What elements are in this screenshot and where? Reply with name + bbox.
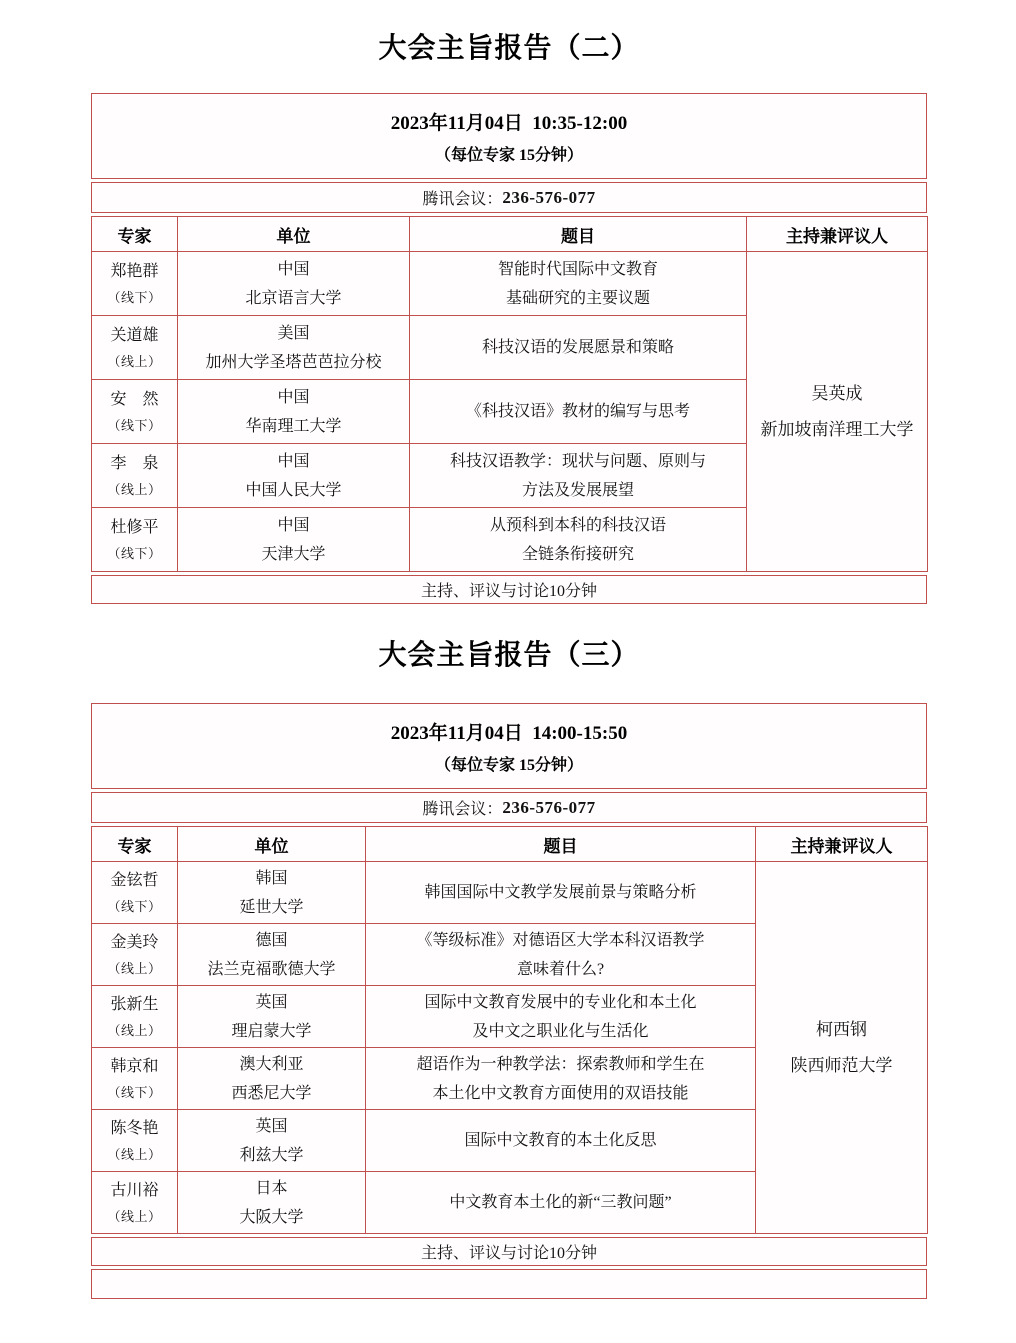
organization-line: 美国 <box>277 324 310 342</box>
organization-cell <box>178 924 366 986</box>
topic-cell <box>410 444 747 508</box>
column-header-organization: 单位 <box>178 217 410 252</box>
session-footer-note: 主持、评议与讨论10分钟 <box>91 575 927 604</box>
session-duration: （每位专家 15分钟） <box>434 146 583 164</box>
organization-cell <box>178 986 366 1048</box>
column-header-moderator: 主持兼评议人 <box>747 217 928 252</box>
organization-line: 中国 <box>277 452 310 470</box>
table-header-row <box>92 827 928 862</box>
expert-name: 金美玲 <box>110 934 159 951</box>
expert-mode: （线上） <box>107 482 162 497</box>
topic-line: 国际中文教育发展中的专业化和本土化 <box>424 993 697 1011</box>
organization-line: 天津大学 <box>261 545 326 563</box>
organization-cell <box>178 1048 366 1110</box>
table-header-row <box>92 217 928 252</box>
topic-cell <box>366 1172 756 1234</box>
topic-cell <box>366 986 756 1048</box>
organization-line: 法兰克福歌德大学 <box>207 960 336 978</box>
session-datetime-box <box>91 93 927 179</box>
organization-line: 北京语言大学 <box>245 289 342 307</box>
topic-line: 科技汉语教学：现状与问题、原则与 <box>449 452 706 470</box>
topic-line: 《科技汉语》教材的编写与思考 <box>465 403 690 420</box>
topic-line: 超语作为一种教学法：探索教师和学生在 <box>416 1055 705 1073</box>
session-section-3 <box>91 637 927 1299</box>
meeting-id-box <box>91 182 927 213</box>
organization-cell <box>178 1172 366 1234</box>
topic-cell <box>366 862 756 924</box>
topic-line: 方法及发展展望 <box>521 481 634 499</box>
organization-line: 理启蒙大学 <box>231 1022 312 1040</box>
organization-line: 中国人民大学 <box>245 481 342 499</box>
table-row <box>92 252 928 316</box>
expert-name: 陈冬艳 <box>110 1120 159 1137</box>
topic-line: 从预科到本科的科技汉语 <box>489 516 666 534</box>
expert-mode: （线上） <box>107 1209 162 1224</box>
topic-cell <box>410 252 747 316</box>
expert-cell <box>92 252 178 316</box>
moderator-line: 新加坡南洋理工大学 <box>760 419 914 439</box>
expert-mode: （线下） <box>107 546 162 561</box>
topic-line: 本土化中文教育方面使用的双语技能 <box>432 1084 689 1102</box>
moderator-line: 吴英成 <box>811 383 863 403</box>
expert-cell <box>92 1110 178 1172</box>
meeting-label: 腾讯会议： <box>422 191 503 208</box>
session-footer-note: 主持、评议与讨论10分钟 <box>91 1237 927 1266</box>
organization-cell <box>178 508 410 572</box>
session-table <box>91 216 928 572</box>
session-table <box>91 826 928 1234</box>
organization-line: 西悉尼大学 <box>231 1084 312 1102</box>
topic-cell <box>410 380 747 444</box>
column-header-moderator: 主持兼评议人 <box>756 827 928 862</box>
expert-cell <box>92 862 178 924</box>
organization-line: 华南理工大学 <box>245 417 342 435</box>
topic-line: 科技汉语的发展愿景和策略 <box>481 339 674 356</box>
expert-mode: （线上） <box>107 961 162 976</box>
table-row <box>92 862 928 924</box>
expert-name: 杜修平 <box>110 519 159 536</box>
topic-line: 国际中文教育的本土化反思 <box>464 1132 657 1149</box>
session-date: 2023年11月04日 10:35-12:00 <box>390 112 628 134</box>
empty-row-box <box>91 1269 927 1299</box>
expert-cell <box>92 1172 178 1234</box>
expert-mode: （线上） <box>107 1147 162 1162</box>
moderator-cell <box>747 252 928 572</box>
topic-line: 韩国国际中文教学发展前景与策略分析 <box>424 884 697 901</box>
expert-cell <box>92 1048 178 1110</box>
column-header-topic: 题目 <box>366 827 756 862</box>
expert-name: 金铉哲 <box>110 872 159 889</box>
organization-line: 延世大学 <box>239 898 304 916</box>
column-header-expert: 专家 <box>92 217 178 252</box>
session-date: 2023年11月04日 14:00-15:50 <box>390 722 628 744</box>
expert-name: 关道雄 <box>110 327 159 344</box>
expert-cell <box>92 444 178 508</box>
expert-name: 郑艳群 <box>110 263 159 280</box>
expert-name: 张新生 <box>110 996 159 1013</box>
organization-line: 大阪大学 <box>239 1208 304 1226</box>
expert-mode: （线上） <box>107 354 162 369</box>
topic-line: 智能时代国际中文教育 <box>497 260 658 278</box>
organization-line: 韩国 <box>255 869 288 887</box>
session-section-2 <box>91 30 927 604</box>
expert-mode: （线下） <box>107 899 162 914</box>
topic-line: 全链条衔接研究 <box>521 545 634 563</box>
expert-name: 安 然 <box>110 391 159 408</box>
expert-cell <box>92 380 178 444</box>
column-header-expert: 专家 <box>92 827 178 862</box>
topic-cell <box>410 316 747 380</box>
organization-cell <box>178 1110 366 1172</box>
expert-cell <box>92 986 178 1048</box>
organization-line: 利兹大学 <box>239 1146 304 1164</box>
organization-line: 澳大利亚 <box>239 1055 304 1073</box>
session-title: 大会主旨报告（二） <box>378 31 640 64</box>
expert-name: 韩京和 <box>110 1058 159 1075</box>
organization-line: 中国 <box>277 388 310 406</box>
meeting-id: 236-576-077 <box>502 797 596 817</box>
expert-cell <box>92 508 178 572</box>
expert-name: 古川裕 <box>110 1182 159 1199</box>
expert-name: 李 泉 <box>110 455 159 472</box>
meeting-id-box <box>91 792 927 823</box>
organization-cell <box>178 862 366 924</box>
topic-line: 基础研究的主要议题 <box>505 289 650 307</box>
organization-cell <box>178 444 410 508</box>
expert-mode: （线下） <box>107 290 162 305</box>
organization-line: 日本 <box>255 1179 288 1197</box>
expert-mode: （线下） <box>107 418 162 433</box>
topic-cell <box>366 924 756 986</box>
organization-cell <box>178 380 410 444</box>
organization-cell <box>178 316 410 380</box>
session-title: 大会主旨报告（三） <box>378 638 640 671</box>
organization-line: 中国 <box>277 516 310 534</box>
topic-line: 及中文之职业化与生活化 <box>472 1022 649 1040</box>
expert-mode: （线上） <box>107 1023 162 1038</box>
topic-cell <box>410 508 747 572</box>
meeting-label: 腾讯会议： <box>422 801 503 818</box>
organization-line: 加州大学圣塔芭芭拉分校 <box>205 353 382 371</box>
meeting-id: 236-576-077 <box>502 187 596 207</box>
session-duration: （每位专家 15分钟） <box>434 756 583 774</box>
column-header-topic: 题目 <box>410 217 747 252</box>
topic-cell <box>366 1048 756 1110</box>
column-header-organization: 单位 <box>178 827 366 862</box>
organization-cell <box>178 252 410 316</box>
session-datetime-box <box>91 703 927 789</box>
moderator-cell <box>756 862 928 1234</box>
expert-mode: （线下） <box>107 1085 162 1100</box>
topic-cell <box>366 1110 756 1172</box>
expert-cell <box>92 316 178 380</box>
organization-line: 英国 <box>255 1117 288 1135</box>
organization-line: 英国 <box>255 993 288 1011</box>
moderator-line: 陕西师范大学 <box>790 1055 893 1075</box>
moderator-line: 柯西钢 <box>816 1019 867 1039</box>
topic-line: 中文教育本土化的新“三教问题” <box>449 1194 672 1211</box>
expert-cell <box>92 924 178 986</box>
organization-line: 中国 <box>277 260 310 278</box>
organization-line: 德国 <box>255 931 288 949</box>
topic-line: 《等级标准》对德语区大学本科汉语教学 <box>416 931 705 949</box>
topic-line: 意味着什么? <box>516 960 605 978</box>
